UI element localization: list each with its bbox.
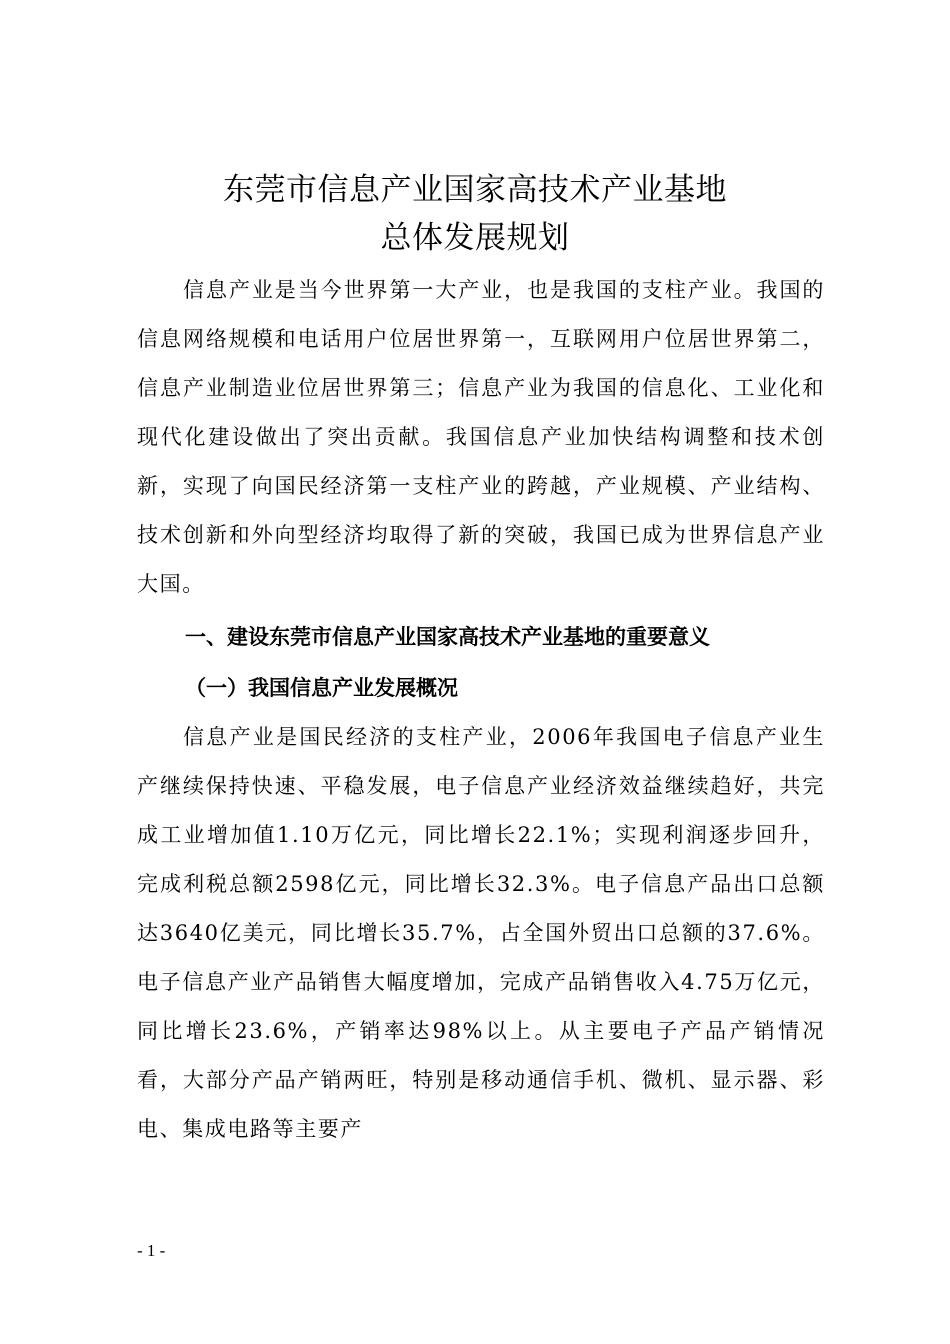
document-title-line-2: 总体发展规划: [380, 220, 570, 256]
document-title-line-1: 东莞市信息产业国家高技术产业基地: [223, 172, 727, 208]
section-heading: 一、建设东莞市信息产业国家高技术产业基地的重要意义: [185, 625, 710, 649]
body-paragraph: 信息产业是国民经济的支柱产业，2006年我国电子信息产业生产继续保持快速、平稳发展，电子信息产业经济效益继续趋好，共完成工业增加值1.10万亿元，同比增长22.1%；实现利润逐步回升，完成利税总额2598亿元，同比增长32.3%。电子信息产品出口总额达3640亿美元，同比增长35.7%，占全国外贸出口总额的37.6%。电子信息产业产品销售大幅度增加，完成产品销售收入4.75万亿元，同比增长23.6%，产销率达98%以上。从主要电子产品产销情况看，大部分产品产销两旺，特别是移动通信手机、微机、显示器、彩电、集成电路等主要产: [137, 725, 825, 1141]
intro-paragraph: 信息产业是当今世界第一大产业，也是我国的支柱产业。我国的信息网络规模和电话用户位居世界第一，互联网用户位居世界第二，信息产业制造业位居世界第三；信息产业为我国的信息化、工业化和现代化建设做出了突出贡献。我国信息产业加快结构调整和技术创新，实现了向国民经济第一支柱产业的跨越，产业规模、产业结构、技术创新和外向型经济均取得了新的突破，我国已成为世界信息产业大国。: [137, 278, 825, 596]
page-number: - 1 -: [137, 1241, 166, 1260]
subsection-heading: （一）我国信息产业发展概况: [185, 676, 458, 700]
